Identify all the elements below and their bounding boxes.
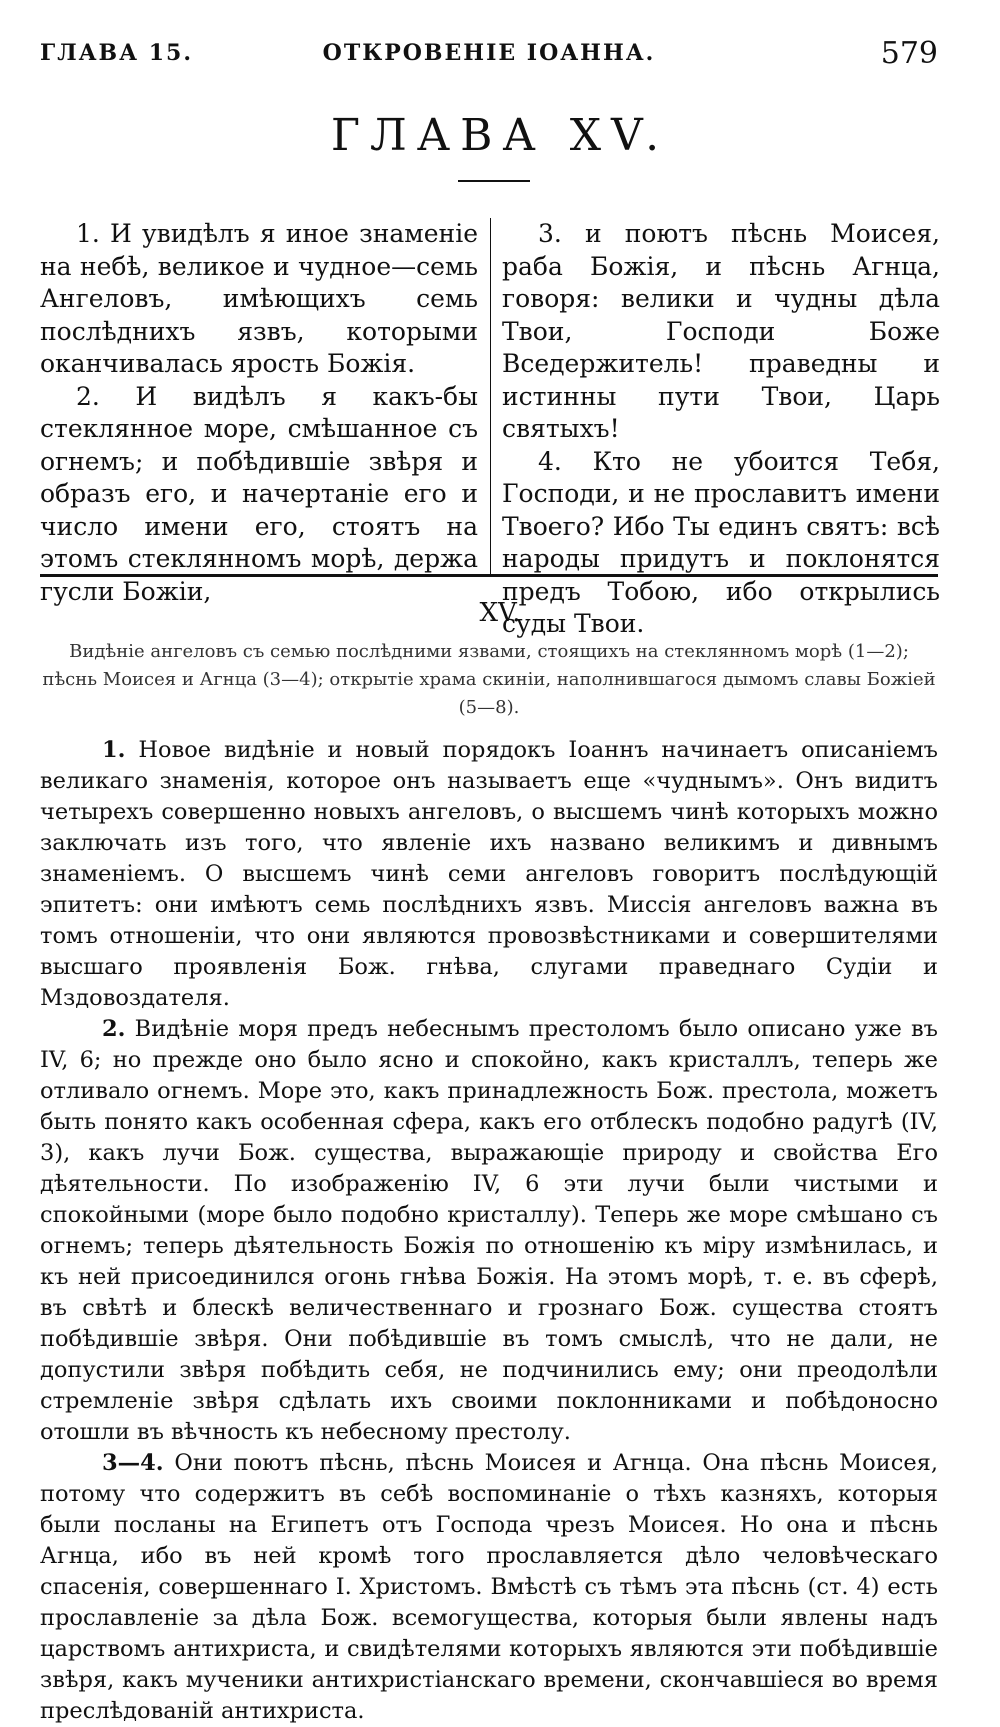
- verse-reference: 1.: [102, 737, 126, 763]
- verse-4: 4. Кто не убоится Тебя, Господи, и не прославитъ имени Твоего? Ибо Ты единъ святъ: всѣ народы придутъ и поклонятся предъ Тобою, ибо открылись суды Твои.: [502, 446, 940, 638]
- verses-right-column: [502, 218, 940, 641]
- verse-1: 1. И увидѣлъ я иное знаменіе на небѣ, великое и чудное—семь Ангеловъ, имѣющихъ семь послѣднихъ язвъ, которыми оканчивалась ярость Божія.: [40, 219, 478, 378]
- commentary-paragraph: [40, 735, 938, 1014]
- verses-left-column: [40, 218, 478, 608]
- paragraph-text: Видѣніе моря предъ небеснымъ престоломъ было описано уже въ IV, 6; но прежде оно было ясно и спокойно, какъ кристаллъ, теперь же отливало огнемъ. Море это, какъ принадлежность Бож. престола, можетъ быть понято какъ особенная сфера, какъ его отблескъ подобно радугѣ (IV, 3), какъ лучи Бож. существа, выражающіе природу и свойства Его дѣятельности. По изображенію IV, 6 эти лучи были чистыми и спокойными (море было подобно кристаллу). Теперь же море смѣшано съ огнемъ; теперь дѣятельность Божія по отношенію къ міру измѣнилась, и къ ней присоединился огонь гнѣва Божія. На этомъ морѣ, т. е. въ сферѣ, въ свѣтѣ и блескѣ величественнаго и грознаго Бож. существа стоятъ побѣдившіе звѣря. Они побѣдившіе въ томъ смыслѣ, что не дали, не допустили звѣря побѣдить себя, не подчинились ему; они преодолѣли стремленіе звѣря сдѣлать ихъ своими поклонниками и побѣдоносно отошли въ вѣчность къ небесному престолу.: [40, 1016, 938, 1445]
- verse-reference: 2.: [102, 1016, 126, 1042]
- page-number: 579: [880, 36, 938, 71]
- title-rule: [458, 180, 530, 182]
- running-head: [40, 36, 938, 80]
- chapter-title: ГЛАВА XV.: [330, 110, 670, 161]
- commentary-body: [40, 735, 938, 1727]
- verse-3: 3. и поютъ пѣснь Моисея, раба Божія, и пѣснь Агнца, говоря: велики и чудны дѣла Твои, Господи Боже Вседержитель! праведны и истинны пути Твои, Царь святыхъ!: [502, 219, 940, 443]
- running-head-chapter: ГЛАВА 15.: [40, 40, 194, 66]
- verse-2: 2. И видѣлъ я какъ-бы стеклянное море, смѣшанное съ огнемъ; и побѣдившіе звѣря и образъ его, и начертаніе его и число имени его, стоятъ на этомъ стеклянномъ морѣ, держа гусли Божіи,: [40, 381, 478, 606]
- verses-bottom-rule: [40, 574, 938, 577]
- chapter-summary: Видѣніе ангеловъ съ семью послѣдними язвами, стоящихъ на стеклянномъ морѣ (1—2); пѣснь Моисея и Агнца (3—4); открытіе храма скиніи, наполнившагося дымомъ славы Божіей (5—8).: [42, 641, 936, 718]
- running-head-book-title: ОТКРОВЕНІЕ ІОАННА.: [322, 40, 656, 66]
- paragraph-text: Они поютъ пѣснь, пѣснь Моисея и Агнца. Она пѣснь Моисея, потому что содержитъ въ себѣ воспоминаніе о тѣхъ казняхъ, которыя были посланы на Египетъ отъ Господа чрезъ Моисея. Но она и пѣснь Агнца, ибо въ ней кромѣ того прославляется дѣло человѣческаго спасенія, совершеннаго І. Христомъ. Вмѣстѣ съ тѣмъ эта пѣснь (ст. 4) есть прославленіе за дѣла Бож. всемогущества, которыя были явлены надъ царствомъ антихриста, и свидѣтелями которыхъ являются эти побѣдившіе звѣря, какъ мученики антихристіанскаго времени, скончавшіеся во время преслѣдованій антихриста.: [40, 1450, 938, 1724]
- verse-reference: 3—4.: [102, 1450, 164, 1476]
- paragraph-text: Новое видѣніе и новый порядокъ Іоаннъ начинаетъ описаніемъ великаго знаменія, которое онъ называетъ еще «чуднымъ». Онъ видитъ четырехъ совершенно новыхъ ангеловъ, о высшемъ чинѣ которыхъ можно заключать изъ того, что явленіе ихъ названо великимъ и дивнымъ знаменіемъ. О высшемъ чинѣ семи ангеловъ говоритъ послѣдующій эпитетъ: они имѣютъ семь послѣднихъ язвъ. Миссія ангеловъ важна въ томъ отношеніи, что они являются провозвѣстниками и совершителями высшаго проявленія Бож. гнѣва, слугами праведнаго Судіи и Мздовоздателя.: [40, 737, 938, 1011]
- commentary-paragraph: [40, 1448, 938, 1727]
- commentary-heading: XV.: [479, 598, 521, 628]
- commentary-paragraph: [40, 1014, 938, 1448]
- column-divider: [490, 218, 491, 574]
